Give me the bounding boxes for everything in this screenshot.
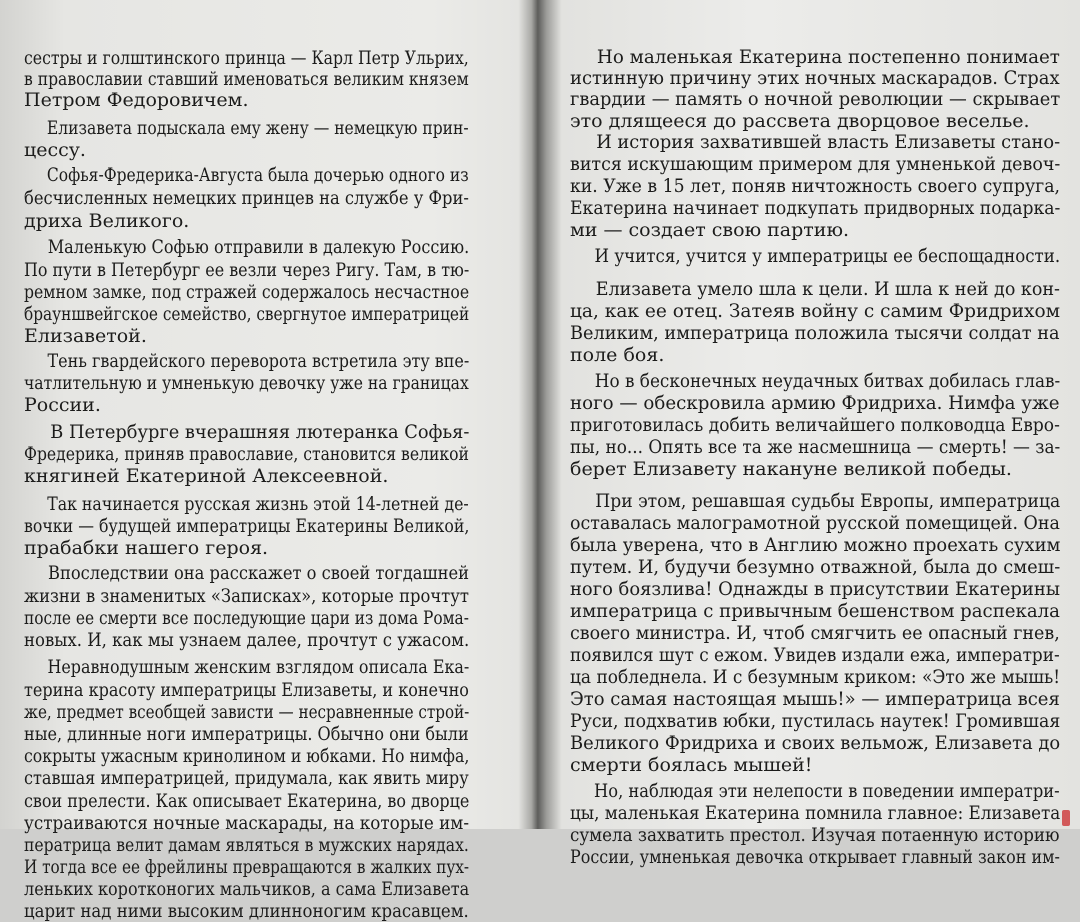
right-text-line: вится искушающим примером для умненькой девоч- [570, 153, 1061, 175]
right-text-line: гвардии — память о ночной революции — скрывает [570, 88, 1061, 110]
right-text-line: Но, наблюдая эти нелепости в поведении императри- [594, 780, 1060, 802]
left-text-line: вочки — будущей императрицы Екатерины Великой, [24, 515, 470, 537]
left-text-line: По пути в Петербург ее везли через Ригу. Там, в тю- [24, 259, 470, 281]
right-text-line: И учится, учится у императрицы ее беспощадности. [594, 245, 1061, 267]
right-text-line: ки. Уже в 15 лет, поняв ничтожность своего супруга, [570, 175, 1061, 197]
left-text-line: Впоследствии она расскажет о своей тогдашней [48, 562, 470, 584]
left-text-line: устраиваются ночные маскарады, на которые им- [24, 812, 470, 834]
right-text-line: При этом, решавшая судьбы Европы, императрица [595, 490, 1061, 512]
left-text-line: ремном замке, под стражей содержалось несчастное [24, 281, 470, 303]
right-text-line: сумела захватить престол. Изучая потаенную историю [570, 824, 1060, 846]
left-text-line: жизни в знаменитых «Записках», которые прочтут [24, 585, 469, 607]
left-text-line: Так начинается русская жизнь этой 14-летней де- [47, 493, 469, 515]
right-text-line: своего министра. И, чтоб смягчить ее опасный гнев, [570, 622, 1060, 644]
right-text-line: ного — обескровила армию Фридриха. Нимфа уже [570, 392, 1060, 414]
right-text-line: Это самая настоящая мышь!» — императрица всея [570, 688, 1060, 710]
right-text-line: была уверена, что в Англию можно проехать сухим [570, 534, 1061, 556]
left-text-line: терина красоту императрицы Елизаветы, и конечно [24, 679, 469, 701]
left-text-line: Фредерика, приняв православие, становится великой [24, 443, 469, 465]
left-text-line: Петром Федоровичем. [24, 89, 249, 111]
left-text-line: свои прелести. Как описывает Екатерина, во дворце [24, 790, 470, 812]
right-text-line: Великого Фридриха и своих вельмож, Елизавета до [570, 732, 1061, 754]
left-text-line: сестры и голштинского принца — Карл Петр Ульрих, [24, 47, 469, 69]
left-text-line: Софья-Фредерика-Августа была дочерью одного из [46, 164, 469, 186]
right-text-line: пы, но... Опять все та же насмешница — смерть! — за- [570, 436, 1061, 458]
left-text-line: после ее смерти все последующие цари из дома Рома- [24, 607, 469, 629]
right-text-line: Но маленькая Екатерина постепенно понимает [596, 46, 1060, 68]
right-text-line: истинную причину этих ночных маскарадов. Страх [570, 67, 1060, 89]
right-text-line: И история захватившей власть Елизаветы стано- [596, 131, 1061, 153]
left-text-line: ператрица велит дамам являться в мужских нарядах. [24, 834, 469, 856]
left-text-line: ставшая императрицей, придумала, как явить миру [24, 767, 469, 789]
right-text-line: путем. И, будучи безумно отважной, была до смеш- [570, 556, 1061, 578]
left-text-line: княгиней Екатериной Алексеевной. [24, 465, 389, 487]
right-text-line: оставалась малограмотной русской помещицей. Она [570, 512, 1060, 534]
right-text-line: смерти боялась мышей! [570, 754, 813, 776]
right-text-line: Елизавета умело шла к цели. И шла к ней до кон- [595, 278, 1060, 300]
left-text-line: в православии ставший именоваться великим князем [24, 68, 469, 90]
left-text-line: России. [24, 394, 101, 416]
page-edge-marker [1062, 810, 1070, 826]
left-text-line: прабабки нашего героя. [24, 537, 269, 559]
right-text-line: императрица с привычным бешенством распекала [570, 600, 1060, 622]
left-text-line: Елизаветой. [24, 325, 147, 347]
left-text-line: чатлительную и умненькую девочку уже на границах [24, 372, 469, 394]
left-page [0, 0, 520, 922]
right-text-line: цы, маленькая Екатерина помнила главное: Елизавета [570, 802, 1061, 824]
right-text-line: поле боя. [570, 344, 665, 366]
right-text-line: Но в бесконечных неудачных битвах добилась глав- [594, 370, 1061, 392]
right-text-line: ца, как ее отец. Затеяв войну с самим Фридрихом [570, 300, 1061, 322]
right-text-line: Руси, подхватив юбки, пустилась наутек! Громившая [570, 710, 1061, 732]
left-text-line: ные, длинные ноги императрицы. Обычно они были [24, 723, 469, 745]
left-text-line: И тогда все ее фрейлины превращаются в жалких пух- [24, 856, 470, 878]
right-page [548, 0, 1080, 868]
left-text-line: Тень гвардейского переворота встретила эту впе- [47, 350, 470, 372]
left-text-line: Маленькую Софью отправили в далекую Россию. [47, 236, 470, 258]
right-text-line: Екатерина начинает подкупать придворных подарка- [570, 197, 1061, 219]
left-text-line: сокрыты ужасным кринолином и юбками. Но нимфа, [24, 745, 470, 767]
left-text-line: дриха Великого. [24, 210, 190, 232]
right-text-line: берет Елизавету накануне великой победы. [570, 458, 1012, 480]
left-text-line: леньких коротконогих мальчиков, а сама Елизавета [24, 878, 470, 900]
left-text-line: Неравнодушным женским взглядом описала Ека- [47, 656, 470, 678]
right-text-line: ца побледнела. И с безумным криком: «Это же мышь! [570, 666, 1061, 688]
left-text-line: царит над ними высоким длинноногим красавцем. [24, 900, 469, 922]
right-text-line: это длящееся до рассвета дворцовое веселье. [570, 110, 1030, 132]
right-text-line: Великим, императрица положила тысячи солдат на [570, 322, 1060, 344]
left-text-line: бесчисленных немецких принцев на службе у Фри- [24, 187, 469, 209]
left-text-line: же, предмет всеобщей зависти — несравненные строй- [24, 701, 470, 723]
left-text-line: В Петербурге вчерашняя лютеранка Софья- [50, 421, 470, 443]
right-text-line: ми — создает свою партию. [570, 219, 850, 241]
left-text-line: новых. И, как мы узнаем далее, прочтут с ужасом. [24, 629, 470, 651]
left-text-line: брауншвейгское семейство, свергнутое императрицей [24, 303, 470, 325]
right-text-line: ного боязлива! Однажды в присутствии Екатерины [570, 578, 1061, 600]
left-text-line: цессу. [24, 139, 86, 161]
right-text-line: России, умненькая девочка открывает главный закон им- [570, 846, 1060, 868]
left-text-line: Елизавета подыскала ему жену — немецкую прин- [46, 117, 469, 139]
right-text-line: приготовилась добить величайшего полководца Евро- [570, 414, 1060, 436]
right-text-line: появился шут с ежом. Увидев издали ежа, императри- [570, 644, 1060, 666]
